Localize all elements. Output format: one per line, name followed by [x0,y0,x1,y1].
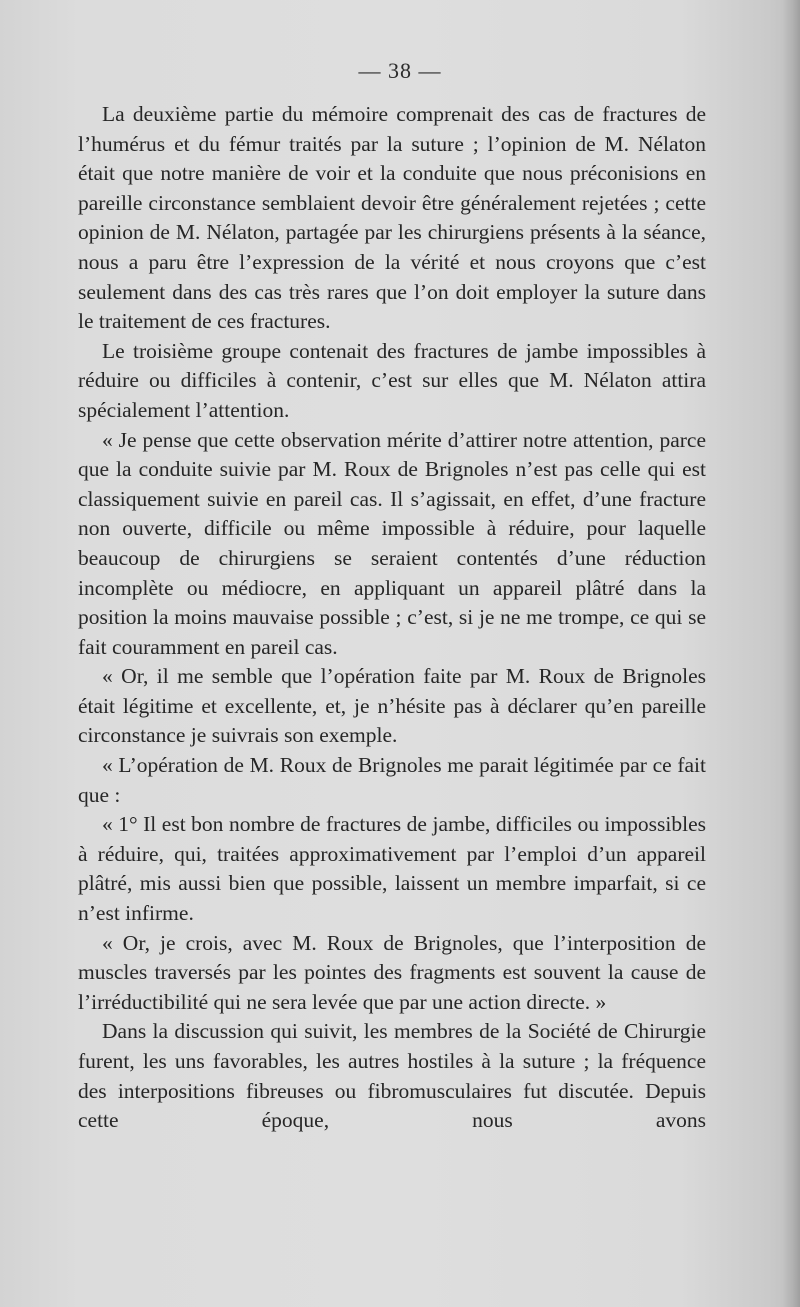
paragraph-2: Le troisième groupe contenait des fractures de jambe impossibles à réduire ou difficiles à contenir, c’est sur elles que M. Nélaton attira spécialement l’attention. [78,338,706,422]
paragraph-6: « 1° Il est bon nombre de fractures de jambe, difficiles ou impossibles à réduire, qui, traitées approximativement par l’emploi d’un appareil plâtré, mis aussi bien que possible, laissent un membre imparfait, si ce n’est infirme. [78,812,706,926]
paragraph-7: « Or, je crois, avec M. Roux de Brignoles, que l’interposition de muscles traversés par les pointes des fragments est souvent la cause de l’irréductibilité qui ne sera levée que par une action directe. » [78,930,706,1014]
paragraph-4: « Or, il me semble que l’opération faite par M. Roux de Brignoles était légitime et excellente, et, je n’hésite pas à déclarer qu’en pareille circonstance je suivrais son exemple. [78,664,706,748]
paragraph-1: La deuxième partie du mémoire comprenait des cas de fractures de l’humérus et du fémur traités par la suture ; l’opinion de M. Nélaton était que notre manière de voir et la conduite que nous préconisions en pareille circonstance semblaient devoir être généralement rejetées ; cette opinion de M. Nélaton, partagée par les chirurgiens présents à la séance, nous a paru être l’expression de la vérité et nous croyons que c’est seulement dans des cas très rares que l’on doit employer la suture dans le traitement de ces fractures. [78,102,706,334]
page-number: — 38 — [358,58,442,83]
paragraph-8: Dans la discussion qui suivit, les membres de la Société de Chirurgie furent, les uns favorables, les autres hostiles à la suture ; la fréquence des interpositions fibreuses ou fibromusculaires fut discutée. Depuis cette époque, nous avons [78,1019,706,1133]
paragraph-5: « L’opération de M. Roux de Brignoles me parait légitimée par ce fait que : [78,753,706,807]
paragraph-3: « Je pense que cette observation mérite d’attirer notre attention, parce que la conduite suivie par M. Roux de Brignoles n’est pas celle qui est classiquement suivie en pareil cas. Il s’agissait, en effet, d’une fracture non ouverte, difficile ou même impossible à réduire, pour laquelle beaucoup de chirurgiens se seraient contentés d’une réduction incomplète ou médiocre, en appliquant un appareil plâtré dans la position la moins mauvaise possible ; c’est, si je ne me trompe, ce qui se fait couramment en pareil cas. [78,427,706,659]
page-edge-shadow [782,0,800,1307]
body-text [78,100,706,1136]
